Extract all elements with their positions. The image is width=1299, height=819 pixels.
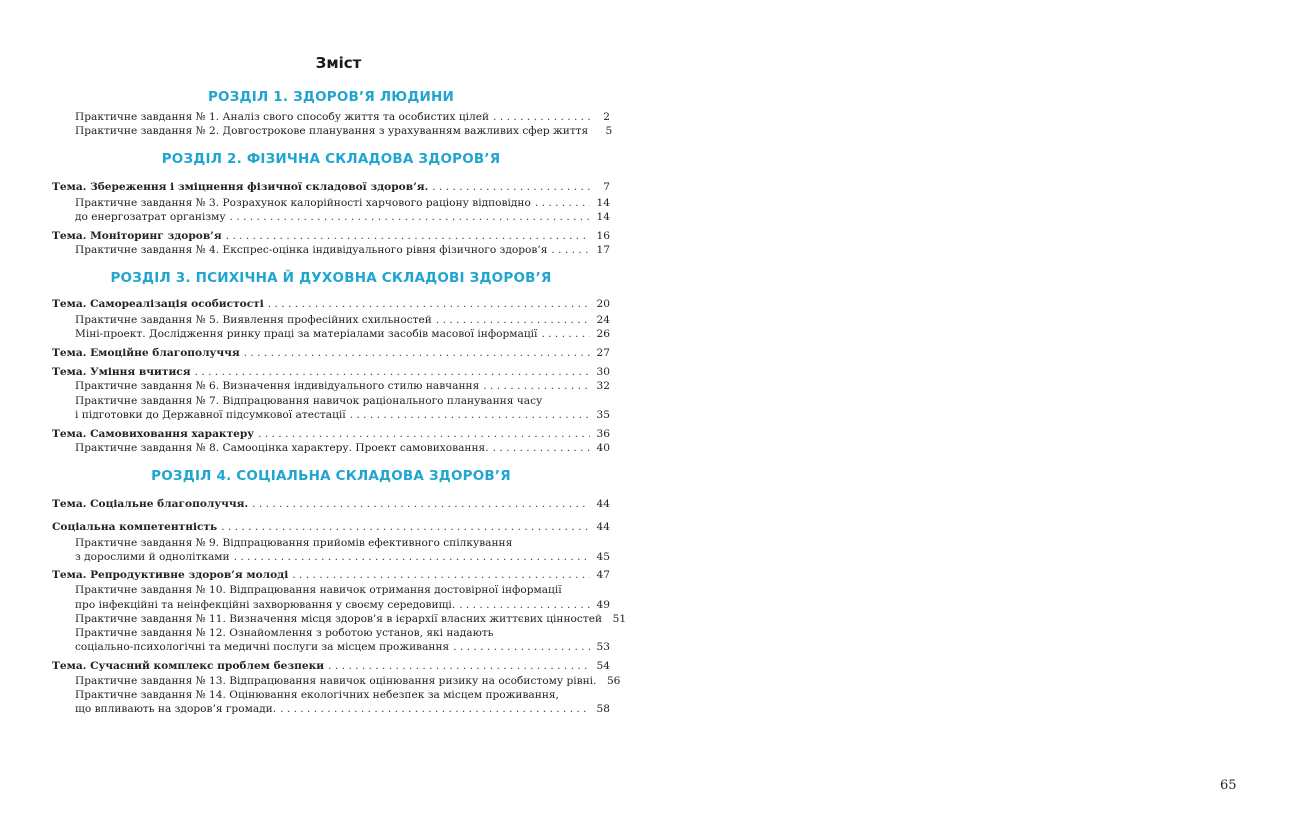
toc-entry: Практичне завдання № 2. Довгострокове планування з урахуванням важливих сфер життя 5 [75, 125, 613, 138]
toc-entry: Практичне завдання № 3. Розрахунок калорійності харчового раціону відповідно . . . 14 [52, 196, 610, 210]
table-of-contents [52, 52, 627, 716]
toc-entry: Практичне завдання № 4. Експрес-оцінка індивідуального рівня фізичного здоров’я . . . 17 [52, 243, 610, 257]
toc-entry: з дорослими й однолітками . . . 45 [52, 550, 610, 564]
toc-entry-line: Практичне завдання № 10. Відпрацювання навичок отримання достовірної інформації [75, 584, 562, 597]
toc-entry: Тема. Самореалізація особистості . . . 20 [52, 297, 610, 311]
toc-entry: Практичне завдання № 5. Виявлення професійних схильностей . . . 24 [52, 313, 610, 327]
toc-entry: Тема. Емоційне благополуччя . . . 27 [52, 346, 610, 360]
toc-entry: до енергозатрат організму . . . 14 [52, 210, 610, 224]
toc-entry-line: Практичне завдання № 9. Відпрацювання прийомів ефективного спілкування [75, 536, 513, 549]
section-heading: РОЗДІЛ 4. СОЦІАЛЬНА СКЛАДОВА ЗДОРОВ’Я [151, 468, 511, 485]
toc-entry: Практичне завдання № 6. Визначення індивідуального стилю навчання . . . 32 [52, 379, 610, 393]
toc-entry: Тема. Моніторинг здоров’я . . . 16 [52, 229, 610, 243]
toc-entry: соціально-психологічні та медичні послуги за місцем проживання . . . 53 [52, 640, 610, 654]
page-title: Зміст [315, 54, 362, 72]
section-heading: РОЗДІЛ 2. ФІЗИЧНА СКЛАДОВА ЗДОРОВ’Я [161, 151, 501, 168]
toc-entry: про інфекційні та неінфекційні захворювання у своєму середовищі. . . . 49 [52, 598, 610, 612]
toc-entry: Тема. Збереження і зміцнення фізичної складової здоров’я. . . . 7 [52, 180, 610, 194]
toc-entry: Тема. Уміння вчитися . . . 30 [52, 365, 610, 379]
toc-entry: Тема. Репродуктивне здоров’я молоді . . . 47 [52, 568, 610, 582]
toc-entry: Тема. Самовиховання характеру . . . 36 [52, 427, 610, 441]
toc-entry-line: Практичне завдання № 14. Оцінювання екологічних небезпек за місцем проживання, [75, 688, 559, 701]
toc-entry: Соціальна компетентність . . . 44 [52, 520, 610, 534]
toc-entry: Тема. Сучасний комплекс проблем безпеки . . . 54 [52, 659, 610, 673]
toc-entry: Практичне завдання № 13. Відпрацювання навичок оцінювання ризику на особистому рівні. 56 [75, 674, 621, 687]
toc-entry: що впливають на здоров’я громади. . . . 58 [52, 702, 610, 716]
toc-entry: Тема. Соціальне благополуччя. . . . 44 [52, 497, 610, 511]
toc-entry-line: Практичне завдання № 12. Ознайомлення з роботою установ, які надають [75, 627, 494, 640]
toc-entry: Практичне завдання № 11. Визначення місця здоров’я в ієрархії власних життєвих цінностей 51 [75, 612, 627, 625]
toc-entry: Практичне завдання № 1. Аналіз свого способу життя та особистих цілей . . . 2 [52, 110, 610, 124]
toc-entry: і підготовки до Державної підсумкової атестації . . . 35 [52, 408, 610, 422]
section-heading: РОЗДІЛ 1. ЗДОРОВ’Я ЛЮДИНИ [207, 89, 455, 105]
toc-entry: Міні-проект. Дослідження ринку праці за матеріалами засобів масової інформації . . . 26 [52, 327, 610, 341]
toc-entry-line: Практичне завдання № 7. Відпрацювання навичок раціонального планування часу [75, 394, 543, 407]
section-heading: РОЗДІЛ 3. ПСИХІЧНА Й ДУХОВНА СКЛАДОВІ ЗДОРОВ’Я [110, 270, 552, 287]
toc-entry: Практичне завдання № 8. Самооцінка характеру. Проект самовиховання. . . . 40 [52, 441, 610, 455]
page-number: 65 [1220, 778, 1237, 793]
